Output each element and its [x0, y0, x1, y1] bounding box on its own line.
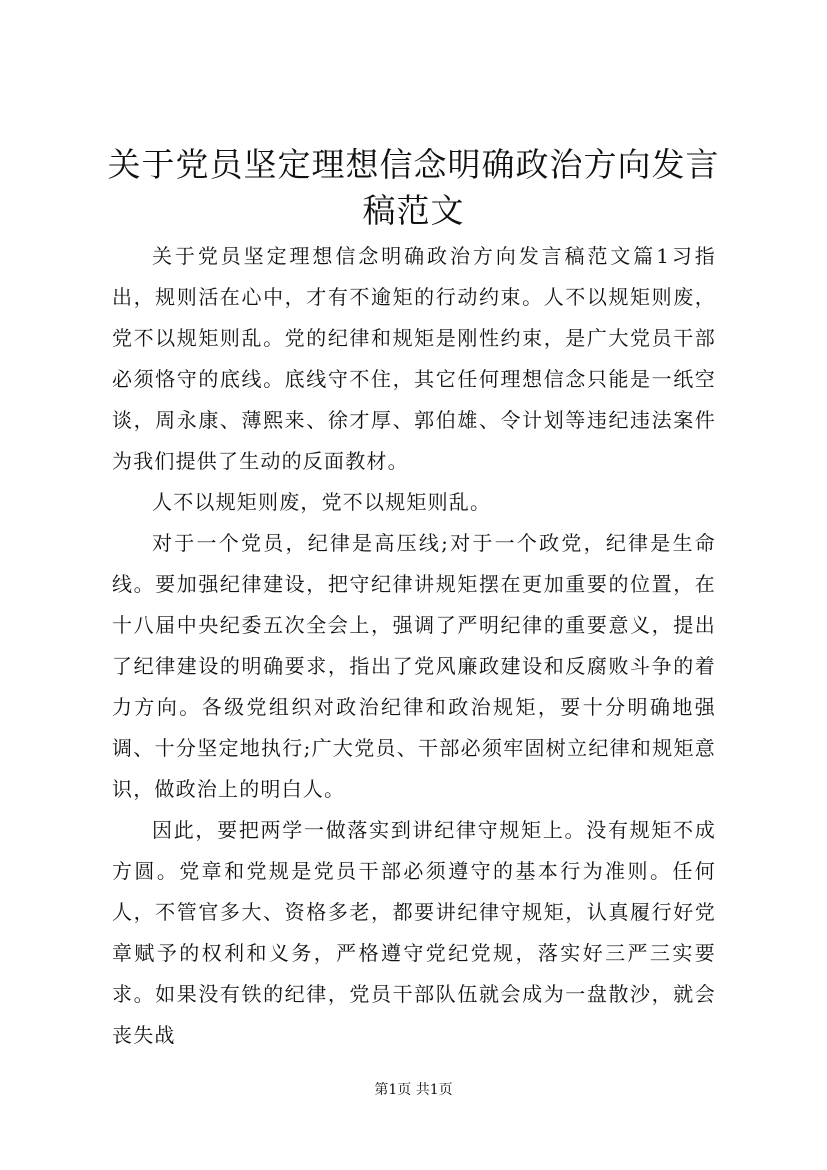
paragraph-2: 人不以规矩则废，党不以规矩则乱。 [152, 490, 492, 514]
paragraph-1: 关于党员坚定理想信念明确政治方向发言稿范文篇1习指出，规则活在心中，才有不逾矩的行动约束。人不以规矩则废，党不以规矩则乱。党的纪律和规矩是刚性约束，是广大党员干部必须恪守的底线。底线守不住，其它任何理想信念只能是一纸空谈，周永康、薄熙来、徐才厚、郭伯雄、令计划等违纪违法案件为我们提供了生动的反面教材。 [112, 244, 716, 473]
paragraph-3: 对于一个党员，纪律是高压线;对于一个政党，纪律是生命线。要加强纪律建设，把守纪律讲规矩摆在更加重要的位置，在十八届中央纪委五次全会上，强调了严明纪律的重要意义，提出了纪律建设的明确要求，指出了党风廉政建设和反腐败斗争的着力方向。各级党组织对政治纪律和政治规矩，要十分明确地强调、十分坚定地执行;广大党员、干部必须牢固树立纪律和规矩意识，做政治上的明白人。 [112, 531, 716, 801]
document-body [112, 236, 716, 1056]
paragraph-4: 因此，要把两学一做落实到讲纪律守规矩上。没有规矩不成方圆。党章和党规是党员干部必须遵守的基本行为准则。任何人，不管官多大、资格多老，都要讲纪律守规矩，认真履行好党章赋予的权利和义务，严格遵守党纪党规，落实好三严三实要求。如果没有铁的纪律，党员干部队伍就会成为一盘散沙，就会丧失战 [112, 818, 716, 1047]
page-footer: 第1页 共1页 [374, 1082, 453, 1098]
document-title: 关于党员坚定理想信念明确政治方向发言稿范文 [107, 145, 720, 230]
